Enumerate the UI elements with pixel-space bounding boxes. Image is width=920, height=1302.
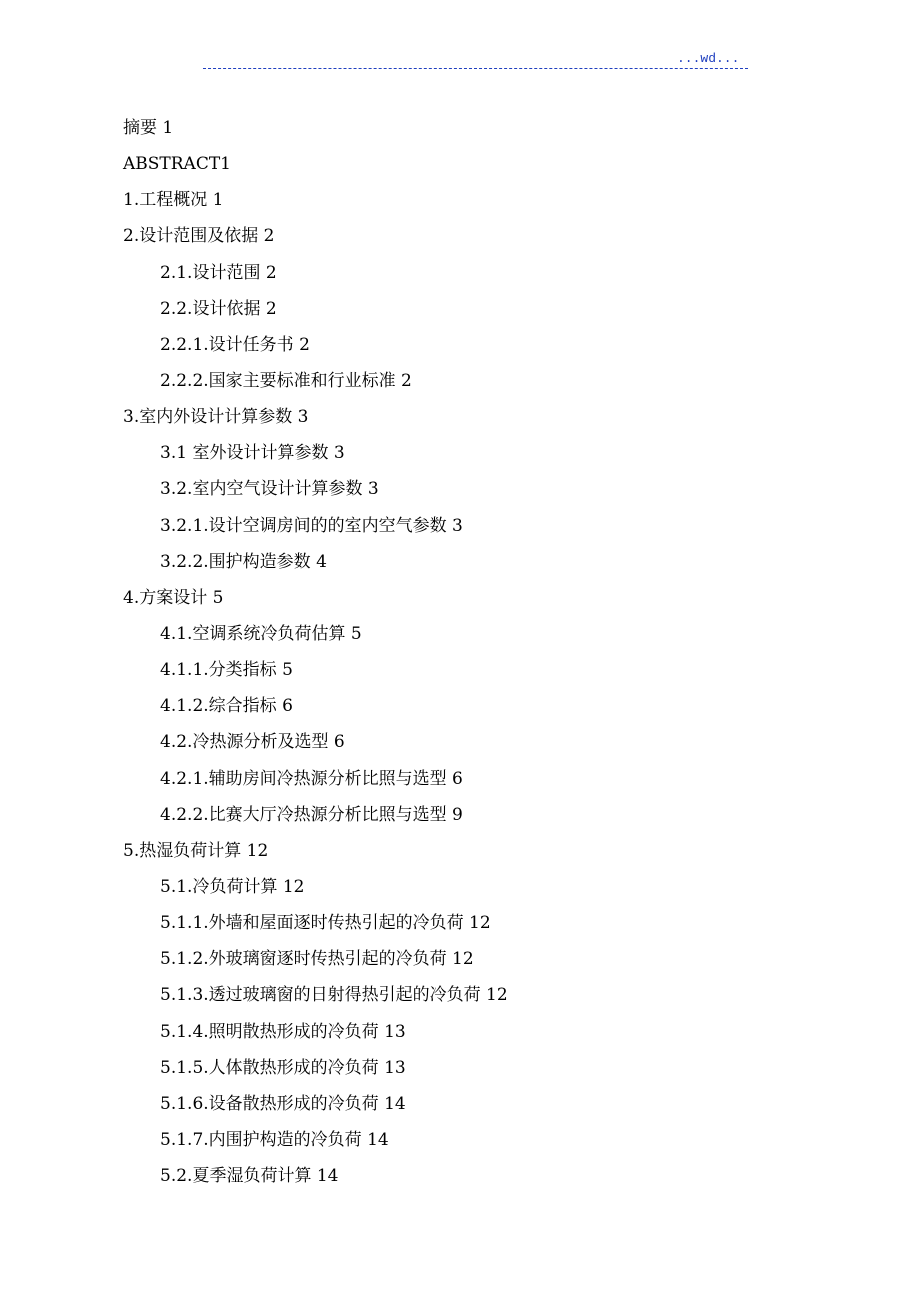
toc-entry[interactable]: 2.2.1.设计任务书 2 (160, 334, 310, 355)
toc-entry[interactable]: 4.1.2.综合指标 6 (160, 696, 293, 717)
table-of-contents (0, 110, 920, 1194)
toc-entry[interactable]: 2.2.2.国家主要标准和行业标准 2 (160, 370, 412, 391)
toc-entry[interactable]: 5.1.4.照明散热形成的冷负荷 13 (160, 1021, 406, 1042)
toc-entry[interactable]: 5.1.5.人体散热形成的冷负荷 13 (160, 1057, 406, 1078)
toc-entry[interactable]: 4.1.空调系统冷负荷估算 5 (160, 623, 362, 644)
toc-entry[interactable]: 5.1.2.外玻璃窗逐时传热引起的冷负荷 12 (160, 949, 474, 970)
toc-entry[interactable]: 2.2.设计依据 2 (160, 298, 277, 319)
toc-entry[interactable]: 5.热湿负荷计算 12 (123, 840, 269, 861)
toc-entry[interactable]: 3.2.室内空气设计计算参数 3 (160, 479, 379, 500)
header-dashed-rule (203, 68, 748, 69)
toc-entry[interactable]: 3.2.1.设计空调房间的的室内空气参数 3 (160, 515, 463, 536)
toc-entry[interactable]: 4.2.2.比赛大厅冷热源分析比照与选型 9 (160, 804, 463, 825)
toc-entry[interactable]: 4.方案设计 5 (123, 587, 224, 608)
toc-entry[interactable]: 3.1 室外设计计算参数 3 (160, 443, 345, 464)
toc-entry[interactable]: 4.2.1.辅助房间冷热源分析比照与选型 6 (160, 768, 463, 789)
toc-entry[interactable]: ABSTRACT1 (123, 154, 231, 175)
toc-entry[interactable]: 5.1.冷负荷计算 12 (160, 876, 305, 897)
toc-entry[interactable]: 2.设计范围及依据 2 (123, 226, 275, 247)
toc-entry[interactable]: 5.1.3.透过玻璃窗的日射得热引起的冷负荷 12 (160, 985, 508, 1006)
toc-entry[interactable]: 3.2.2.围护构造参数 4 (160, 551, 327, 572)
toc-entry[interactable]: 1.工程概况 1 (123, 190, 224, 211)
toc-entry[interactable]: 摘要 1 (123, 118, 174, 138)
toc-entry[interactable]: 4.2.冷热源分析及选型 6 (160, 732, 345, 753)
toc-entry[interactable]: 3.室内外设计计算参数 3 (123, 407, 309, 428)
toc-entry[interactable]: 5.2.夏季湿负荷计算 14 (160, 1166, 339, 1187)
toc-entry[interactable]: 5.1.6.设备散热形成的冷负荷 14 (160, 1093, 406, 1114)
toc-entry[interactable]: 5.1.7.内围护构造的冷负荷 14 (160, 1129, 389, 1150)
toc-entry[interactable]: 5.1.1.外墙和屋面逐时传热引起的冷负荷 12 (160, 913, 491, 934)
header-mark: ...wd... (677, 51, 740, 66)
toc-entry[interactable]: 4.1.1.分类指标 5 (160, 660, 293, 681)
toc-entry[interactable]: 2.1.设计范围 2 (160, 262, 277, 283)
